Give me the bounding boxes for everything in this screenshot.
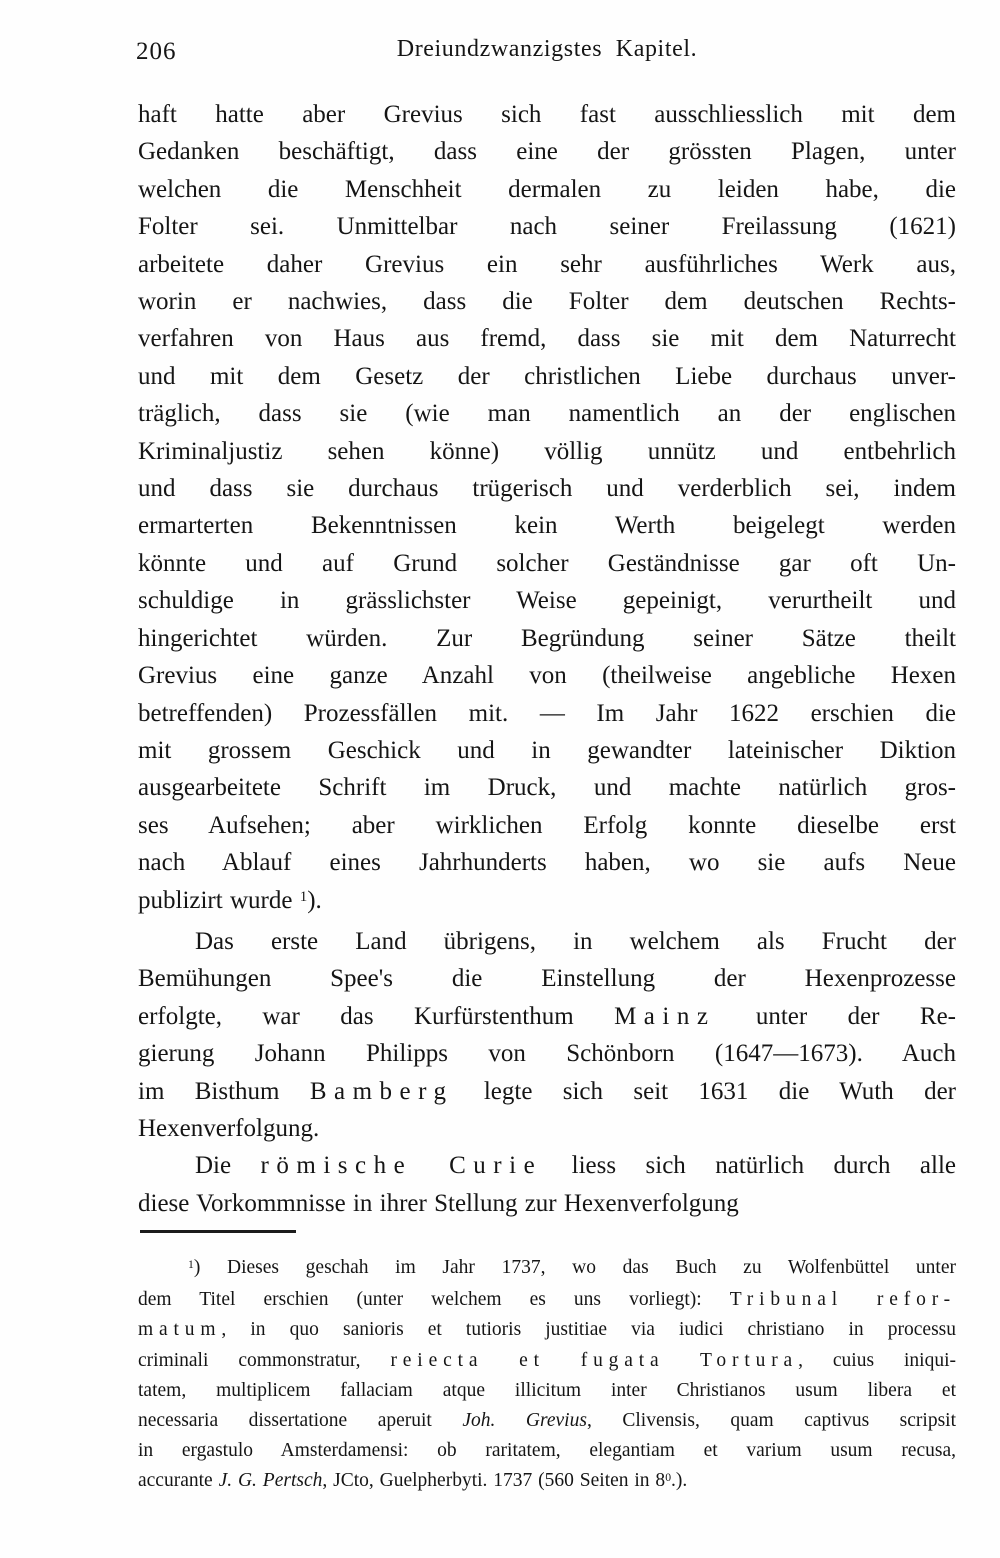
text-line: betreffenden) Prozessfällen mit. — Im Jahr 1622 erschien die [138, 699, 956, 727]
footnote-text [138, 1253, 956, 1499]
text-line: Bemühungen Spee's die Einstellung der Hexenprozesse [138, 965, 956, 993]
text-line: publizirt wurde $^1$). [138, 886, 322, 914]
text-line: arbeitete daher Grevius ein sehr ausführliches Werk aus, [138, 250, 956, 278]
text-line: Grevius eine ganze Anzahl von (theilweise angebliche Hexen [138, 662, 956, 690]
page-number: 206 [136, 38, 177, 65]
body-text [138, 96, 956, 1222]
text-line: nach Ablauf eines Jahrhunderts haben, wo sie aufs Neue [138, 849, 956, 877]
text-line: Hexenverfolgung. [138, 1114, 320, 1142]
text-line: Folter sei. Unmittelbar nach seiner Freilassung (1621) [138, 213, 956, 241]
footnote-line: criminali commonstratur, reiecta et fugata Tortura, cuius iniqui- [138, 1349, 956, 1371]
text-line: und dass sie durchaus trügerisch und verderblich sei, indem [138, 475, 956, 503]
text-line: haft hatte aber Grevius sich fast ausschliesslich mit dem [138, 101, 956, 128]
footnote-line: tatem, multiplicem fallaciam atque illicitum inter Christianos usum libera et [138, 1379, 956, 1401]
text-line: verfahren von Haus aus fremd, dass sie mit dem Naturrecht [138, 325, 956, 353]
paragraph [138, 96, 956, 923]
text-line: mit grossem Geschick und in gewandter lateinischer Diktion [138, 736, 956, 764]
text-line: träglich, dass sie (wie man namentlich an der englischen [138, 400, 956, 428]
text-line: worin er nachwies, dass die Folter dem deutschen Rechts- [138, 288, 956, 316]
footnote-line: necessaria dissertatione aperuit Joh. Grevius, Clivensis, quam captivus scripsit [138, 1410, 957, 1432]
text-line: Die römische Curie liess sich natürlich durch alle [195, 1152, 956, 1180]
running-header: Dreiundzwanzigstes Kapitel. [396, 36, 698, 62]
footnote-line: $^1$) Dieses geschah im Jahr 1737, wo das Buch zu Wolfenbüttel unter [188, 1257, 956, 1278]
text-line: ermarterten Bekenntnissen kein Werth beigelegt werden [138, 512, 956, 540]
text-line: Kriminaljustiz sehen könne) völlig unnütz und entbehrlich [138, 437, 956, 465]
text-line: ausgearbeitete Schrift im Druck, und machte natürlich gros- [138, 774, 956, 802]
text-line: im Bisthum Bamberg legte sich seit 1631 die Wuth der [138, 1077, 956, 1105]
text-line: welchen die Menschheit dermalen zu leiden habe, die [138, 175, 956, 203]
text-line: Das erste Land übrigens, in welchem als Frucht der [195, 927, 956, 955]
footnote-line: accurante J. G. Pertsch, JCto, Guelpherbyti. 1737 (560 Seiten in $8^0$.). [138, 1470, 688, 1492]
paragraph [138, 923, 956, 1147]
text-line: hingerichtet würden. Zur Begründung seiner Sätze theilt [138, 624, 956, 652]
text-line: diese Vorkommnisse in ihrer Stellung zur Hexenverfolgung [138, 1189, 739, 1217]
paragraph [138, 1147, 956, 1222]
text-line: erfolgte, war das Kurfürstenthum Mainz unter der Re- [138, 1002, 957, 1030]
text-line: und mit dem Gesetz der christlichen Liebe durchaus unver- [138, 362, 956, 390]
text-line: Gedanken beschäftigt, dass eine der grössten Plagen, unter [138, 138, 956, 166]
text-line: ses Aufsehen; aber wirklichen Erfolg konnte dieselbe erst [138, 811, 956, 839]
footnote-line: in ergastulo Amsterdamensi: ob raritatem, elegantiam et varium usum recusa, [138, 1440, 956, 1462]
text-line: schuldige in grässlichster Weise gepeinigt, verurtheilt und [138, 587, 956, 615]
text-line: könnte und auf Grund solcher Geständnisse gar oft Un- [138, 549, 956, 577]
footnote-line: matum, in quo sanioris et tutioris justitiae via iudici christiano in processu [138, 1319, 956, 1341]
footnote-line: dem Titel erschien (unter welchem es uns vorliegt): Tribunal refor- [138, 1289, 956, 1311]
text-line: gierung Johann Philipps von Schönborn (1647—1673). Auch [138, 1040, 956, 1068]
footnote-separator [140, 1230, 296, 1233]
